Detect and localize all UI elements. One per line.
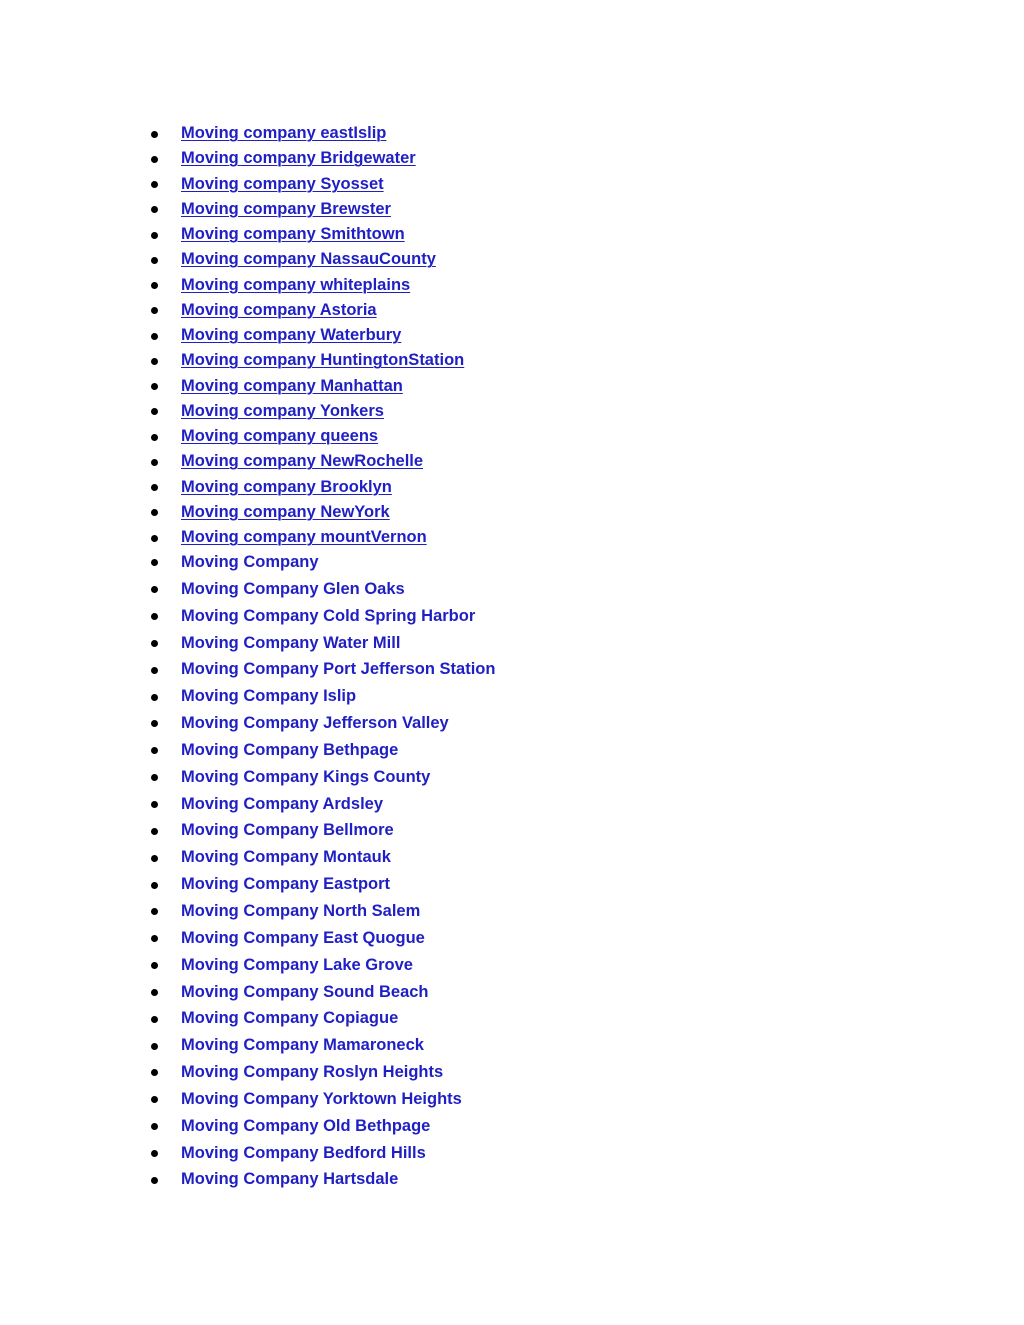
- moving-company-label: Moving Company North Salem: [181, 901, 421, 920]
- list-item: [148, 576, 495, 603]
- list-item: [148, 844, 495, 871]
- list-item: [148, 449, 464, 474]
- bullet-icon: [151, 156, 158, 163]
- bullet-icon: [151, 855, 158, 862]
- list-item: [148, 197, 464, 222]
- list-item: [148, 952, 495, 979]
- bullet-icon: [151, 408, 158, 415]
- moving-company-label: Moving Company Roslyn Heights: [181, 1063, 444, 1082]
- list-item: [148, 424, 464, 449]
- list-item: [148, 656, 495, 683]
- list-item: [148, 898, 495, 925]
- moving-company-label: Moving Company Montauk: [181, 848, 391, 867]
- bullet-icon: [151, 181, 158, 188]
- moving-company-link[interactable]: Moving company NewRochelle: [181, 452, 424, 471]
- bullet-icon: [151, 882, 158, 889]
- bullet-icon: [151, 559, 158, 566]
- moving-company-label: Moving Company Bellmore: [181, 821, 394, 840]
- list-item: [148, 710, 495, 737]
- moving-company-link[interactable]: Moving company Brewster: [181, 199, 391, 218]
- bullet-icon: [151, 935, 158, 942]
- bullet-icon: [151, 613, 158, 620]
- moving-company-link[interactable]: Moving company Astoria: [181, 300, 377, 319]
- list-item: [148, 247, 464, 272]
- bullet-icon: [151, 828, 158, 835]
- bullet-icon: [151, 774, 158, 781]
- moving-company-label: Moving Company Lake Grove: [181, 955, 413, 974]
- list-item: [148, 1005, 495, 1032]
- moving-company-label: Moving Company Copiague: [181, 1009, 399, 1028]
- bullet-icon: [151, 1016, 158, 1023]
- list-item: [148, 298, 464, 323]
- list-item: [148, 1140, 495, 1167]
- bullet-icon: [151, 720, 158, 727]
- list-item: [148, 172, 464, 197]
- moving-company-label: Moving Company Jefferson Valley: [181, 714, 449, 733]
- bullet-icon: [151, 1096, 158, 1103]
- bullet-icon: [151, 962, 158, 969]
- bullet-icon: [151, 206, 158, 213]
- list-item: [148, 1113, 495, 1140]
- moving-company-label: Moving Company Cold Spring Harbor: [181, 606, 476, 625]
- moving-company-link[interactable]: Moving company Syosset: [181, 174, 384, 193]
- moving-company-link[interactable]: Moving company Brooklyn: [181, 477, 392, 496]
- moving-company-link[interactable]: Moving company Bridgewater: [181, 149, 416, 168]
- moving-company-link[interactable]: Moving company Yonkers: [181, 401, 384, 420]
- bullet-icon: [151, 307, 158, 314]
- moving-company-label: Moving Company Water Mill: [181, 633, 401, 652]
- list-item: [148, 791, 495, 818]
- bullet-icon: [151, 434, 158, 441]
- list-item: [148, 603, 495, 630]
- moving-company-label: Moving Company Bethpage: [181, 740, 399, 759]
- list-item: [148, 817, 495, 844]
- bullet-icon: [151, 131, 158, 138]
- moving-company-label: Moving Company East Quogue: [181, 928, 425, 947]
- bullet-icon: [151, 1043, 158, 1050]
- list-item: [148, 764, 495, 791]
- linked-list: [148, 121, 464, 550]
- list-item: [148, 1059, 495, 1086]
- moving-company-label: Moving Company Yorktown Heights: [181, 1089, 462, 1108]
- moving-company-label: Moving Company Old Bethpage: [181, 1116, 431, 1135]
- list-item: [148, 374, 464, 399]
- list-item: [148, 549, 495, 576]
- moving-company-label: Moving Company Mamaroneck: [181, 1036, 424, 1055]
- bullet-icon: [151, 747, 158, 754]
- bullet-icon: [151, 1150, 158, 1157]
- bullet-icon: [151, 1069, 158, 1076]
- moving-company-label: Moving Company: [181, 553, 319, 571]
- list-item: [148, 222, 464, 247]
- list-item: [148, 979, 495, 1006]
- list-item: [148, 121, 464, 146]
- bullet-icon: [151, 232, 158, 239]
- bullet-icon: [151, 586, 158, 593]
- list-item: [148, 273, 464, 298]
- moving-company-label: Moving Company Ardsley: [181, 794, 384, 813]
- list-item: [148, 1086, 495, 1113]
- list-item: [148, 683, 495, 710]
- list-item: [148, 146, 464, 171]
- list-item: [148, 525, 464, 550]
- bullet-icon: [151, 694, 158, 701]
- bullet-icon: [151, 257, 158, 264]
- bullet-icon: [151, 383, 158, 390]
- bullet-icon: [151, 459, 158, 466]
- moving-company-label: Moving Company Glen Oaks: [181, 579, 405, 598]
- moving-company-label: Moving Company Hartsdale: [181, 1170, 399, 1189]
- list-item: [148, 1166, 495, 1193]
- moving-company-link[interactable]: Moving company NewYork: [181, 502, 390, 521]
- bullet-icon: [151, 484, 158, 491]
- bullet-icon: [151, 358, 158, 365]
- bullet-icon: [151, 1123, 158, 1130]
- list-item: [148, 871, 495, 898]
- list-item: [148, 737, 495, 764]
- bullet-icon: [151, 989, 158, 996]
- moving-company-link[interactable]: Moving company mountVernon: [181, 528, 427, 546]
- list-item: [148, 323, 464, 348]
- plain-list: [148, 549, 495, 1193]
- moving-company-link[interactable]: Moving company whiteplains: [181, 275, 411, 294]
- moving-company-link[interactable]: Moving company Waterbury: [181, 326, 402, 344]
- moving-company-link[interactable]: Moving company NassauCounty: [181, 250, 436, 269]
- list-item: [148, 500, 464, 525]
- list-item: [148, 475, 464, 500]
- bullet-icon: [151, 333, 158, 340]
- bullet-icon: [151, 1177, 158, 1184]
- moving-company-link[interactable]: Moving company eastIslip: [181, 124, 387, 142]
- moving-company-label: Moving Company Eastport: [181, 875, 391, 894]
- list-item: [148, 925, 495, 952]
- moving-company-link[interactable]: Moving company HuntingtonStation: [181, 351, 465, 370]
- bullet-icon: [151, 908, 158, 915]
- bullet-icon: [151, 282, 158, 289]
- list-item: [148, 399, 464, 424]
- bullet-icon: [151, 535, 158, 542]
- list-item: [148, 1032, 495, 1059]
- moving-company-label: Moving Company Sound Beach: [181, 982, 429, 1001]
- moving-company-label: Moving Company Port Jefferson Station: [181, 660, 496, 679]
- list-item: [148, 630, 495, 657]
- bullet-icon: [151, 640, 158, 647]
- bullet-icon: [151, 667, 158, 674]
- moving-company-link[interactable]: Moving company queens: [181, 427, 379, 445]
- moving-company-link[interactable]: Moving company Manhattan: [181, 376, 403, 395]
- moving-company-link[interactable]: Moving company Smithtown: [181, 225, 405, 243]
- bullet-icon: [151, 801, 158, 808]
- moving-company-label: Moving Company Kings County: [181, 767, 431, 786]
- moving-company-label: Moving Company Bedford Hills: [181, 1143, 426, 1162]
- bullet-icon: [151, 509, 158, 516]
- list-item: [148, 348, 464, 373]
- moving-company-label: Moving Company Islip: [181, 687, 357, 706]
